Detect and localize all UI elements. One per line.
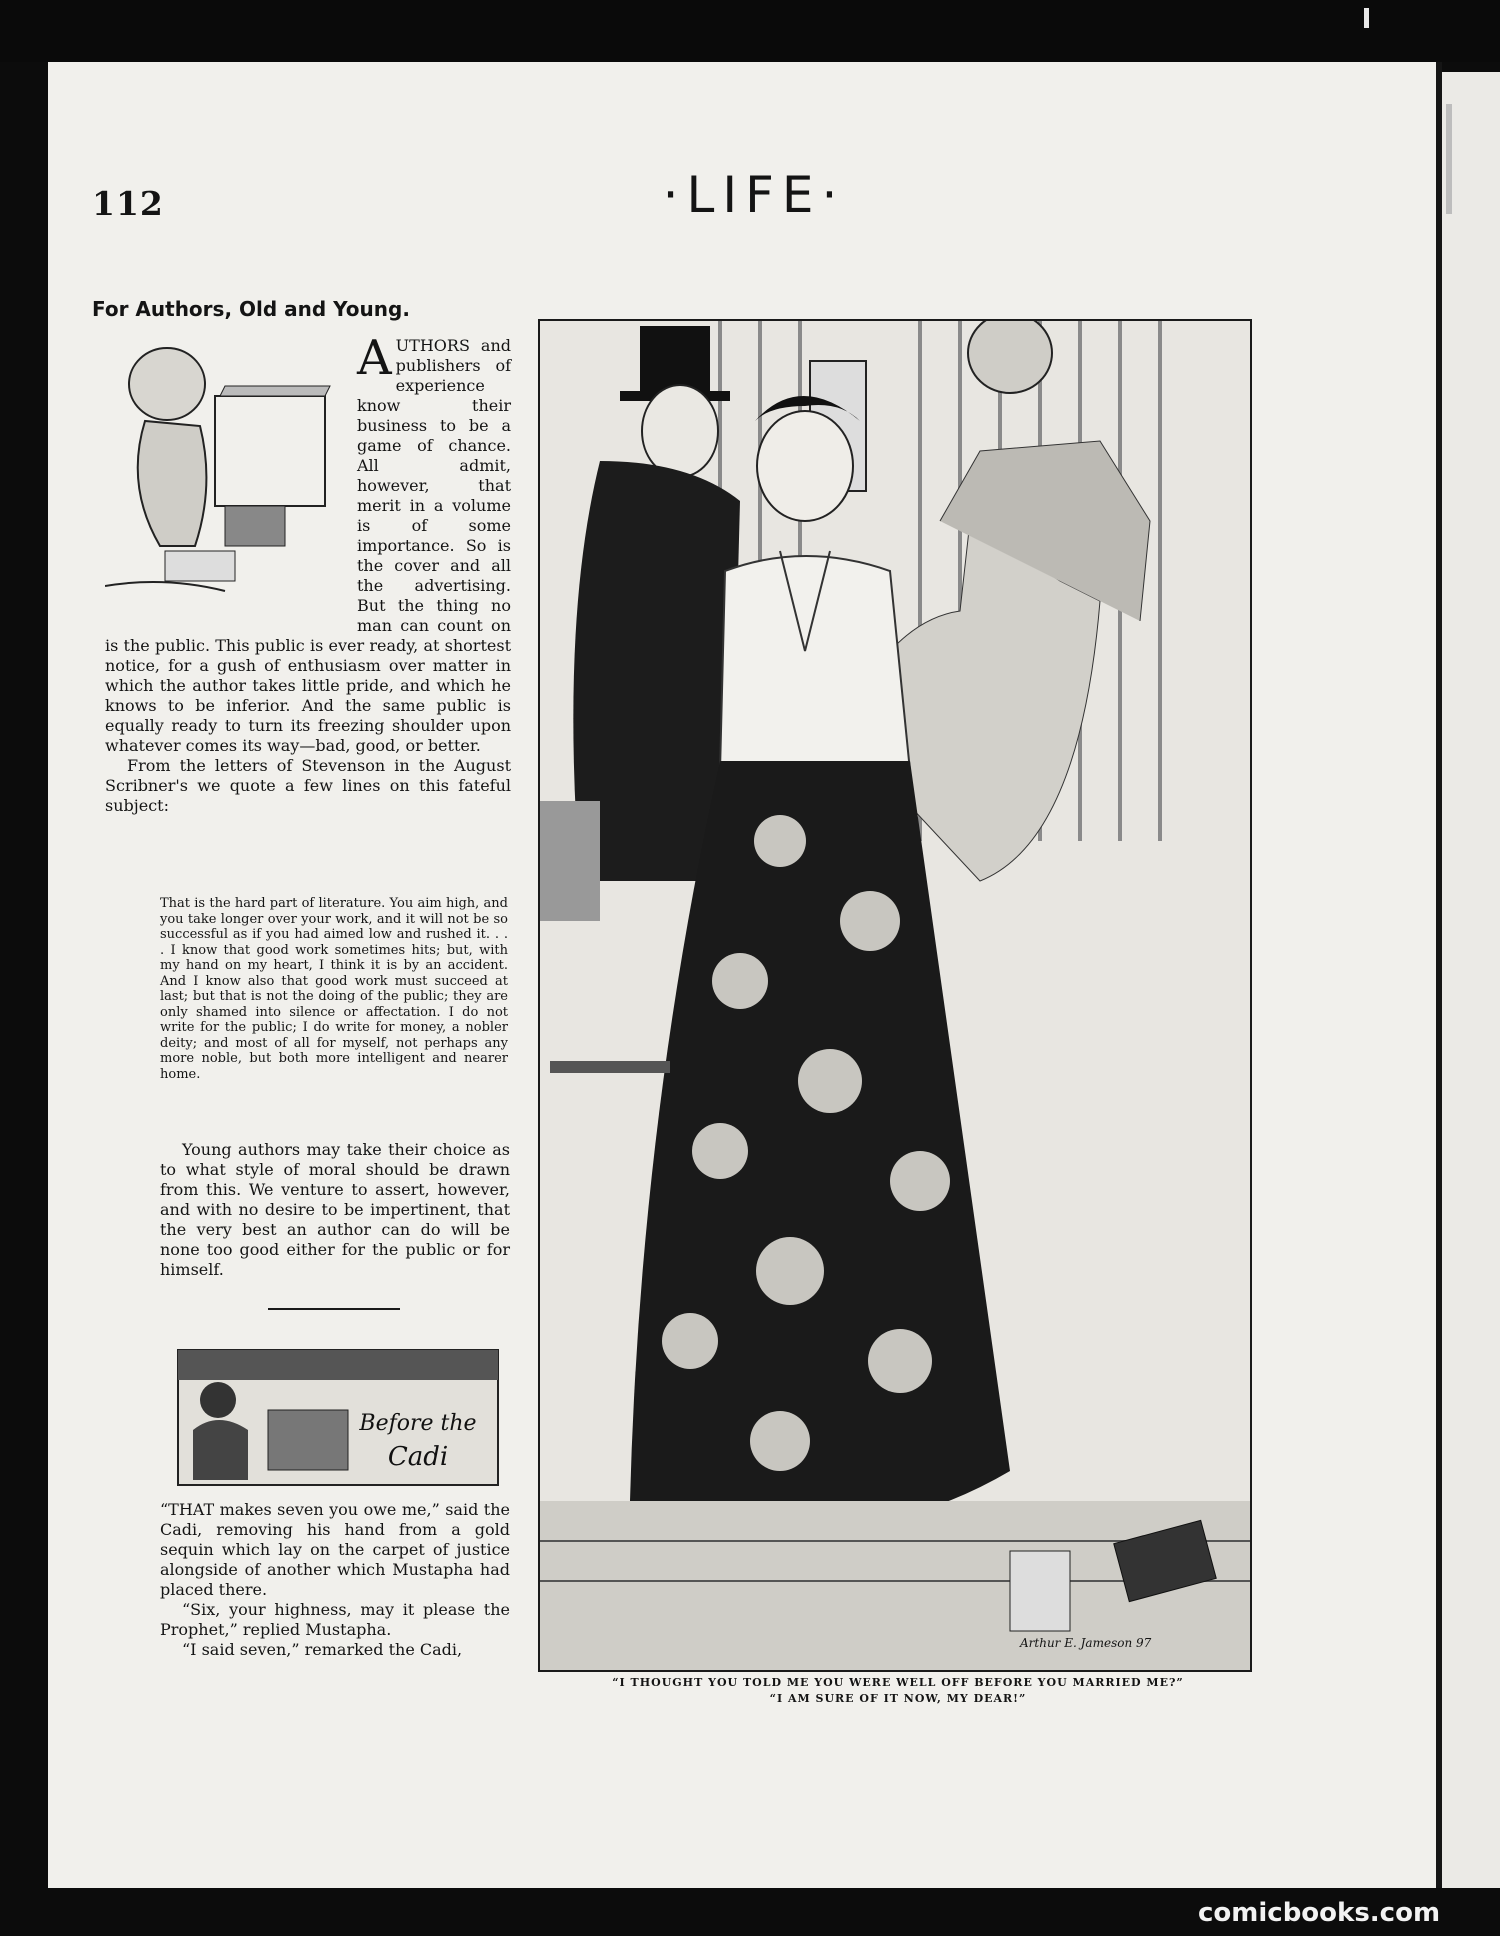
adjacent-page-edge: [1442, 72, 1500, 1888]
main-illustration: [538, 319, 1252, 1672]
artist-signature: Arthur E. Jameson 97: [1020, 1636, 1152, 1650]
article-title: For Authors, Old and Young.: [92, 297, 410, 321]
article-paragraph-1: UTHORS and publishers of experience know their business to be a game of chance. All admit, however, that merit in a volume is of some importance. So is the cover and all the advertising. But the thing no man can count on is the public. This public is ever ready, at shortest notice, for a gush of enthusiasm over matter in which the author takes little pride, and which he knows to be inferior. And the same public is equally ready to turn its freezing shoulder upon whatever comes its way—bad, good, or better.: [105, 336, 511, 755]
section-divider: [268, 1308, 400, 1310]
article-intro: [105, 330, 511, 816]
cadi-paragraph-3: “I said seven,” remarked the Cadi,: [182, 1640, 463, 1659]
illustration-caption: [520, 1675, 1276, 1707]
cadi-paragraph-1: “THAT makes seven you owe me,” said the Cadi, removing his hand from a gold sequin which lay on the carpet of justice alongside of another which Mustapha had placed there.: [160, 1500, 510, 1599]
scan-mark: [1364, 8, 1369, 28]
caption-line-2: “I AM SURE OF IT NOW, MY DEAR!”: [769, 1692, 1027, 1705]
caption-line-1: “I THOUGHT YOU TOLD ME YOU WERE WELL OFF BEFORE YOU MARRIED ME?”: [612, 1676, 1184, 1689]
site-watermark: comicbooks.com: [1198, 1898, 1441, 1928]
lion-at-desk-illustration: [105, 336, 357, 626]
scan-top-border: [0, 0, 1500, 62]
before-the-cadi-headpiece: [168, 1340, 508, 1495]
svg-text:Before the: Before the: [359, 1411, 477, 1436]
article-lead-in: From the letters of Stevenson in the August Scribner's we quote a few lines on this fateful subject:: [105, 756, 511, 815]
cadi-story: [160, 1500, 510, 1660]
svg-text:Cadi: Cadi: [387, 1442, 449, 1472]
cadi-paragraph-2: “Six, your highness, may it please the Prophet,” replied Mustapha.: [160, 1600, 510, 1639]
article-closing-paragraph: Young authors may take their choice as to what style of moral should be drawn from this. We venture to assert, however, and with no desire to be impertinent, that the very best an author can do will be none too good either for the public or for himself.: [160, 1140, 510, 1279]
stevenson-quote: That is the hard part of literature. You aim high, and you take longer over your work, and it will not be so successful as if you had aimed low and rushed it. . . . I know that good work sometimes hits; but, with my hand on my heart, I think it is by an accident. And I know also that good work must succeed at last; but that is not the doing of the public; they are only shamed into silence or affectation. I do not write for the public; I do write for money, a nobler deity; and most of all for myself, not perhaps any more noble, but both more intelligent and nearer home.: [160, 896, 508, 1082]
masthead-life: ·LIFE·: [662, 166, 846, 224]
drop-cap: A: [357, 330, 392, 386]
page-number: 112: [92, 184, 164, 223]
